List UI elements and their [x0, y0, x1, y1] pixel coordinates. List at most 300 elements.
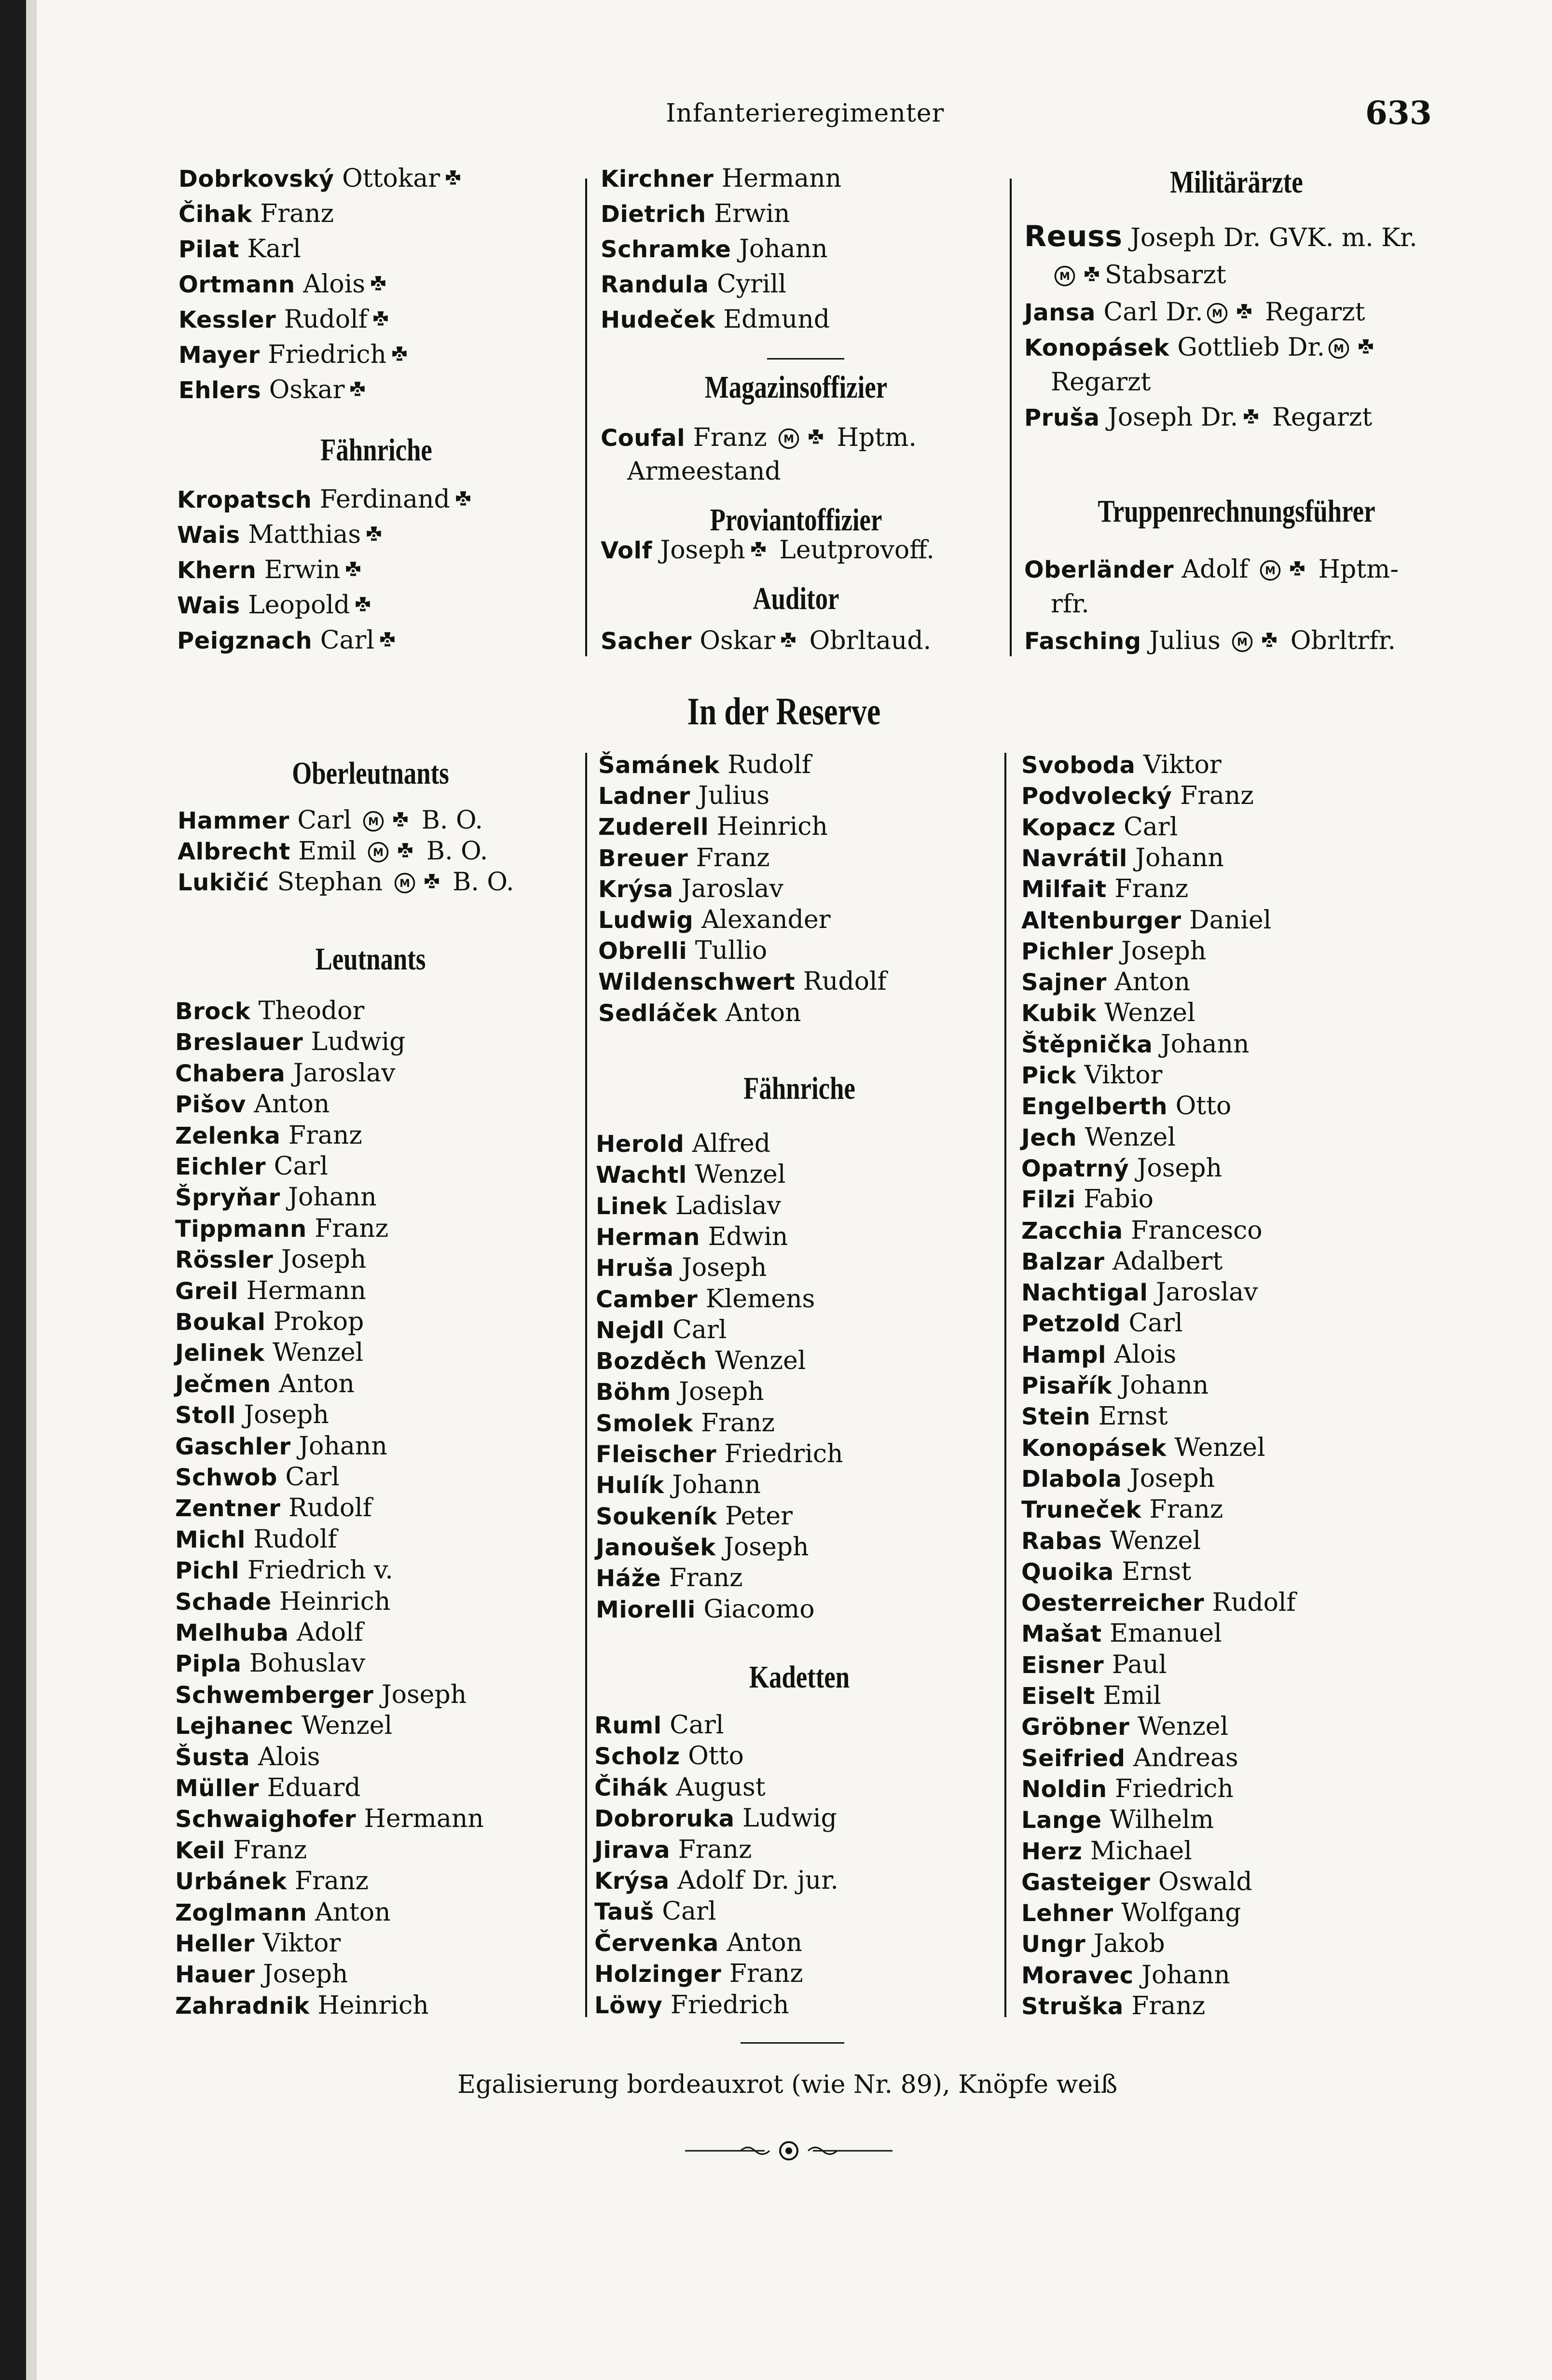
entry-first-name: Franz [678, 1835, 752, 1864]
list-item [175, 1525, 337, 1554]
entry-first-name: Edwin [708, 1222, 788, 1251]
prusa-entry [1024, 403, 1372, 432]
running-head: Infanterieregimenter [666, 99, 945, 128]
list-item [594, 1866, 838, 1896]
fasching-entry [1024, 626, 1396, 656]
entry-last-name: Podvolecký [1021, 783, 1172, 810]
list-item [596, 1346, 806, 1376]
entry-last-name: Pichl [175, 1557, 240, 1585]
entry-last-name: Smolek [596, 1410, 693, 1437]
reserve-heading: In der Reserve [687, 691, 881, 733]
entry-last-name: Zacchia [1021, 1217, 1123, 1245]
entry-first-name: Franz [729, 1959, 803, 1989]
list-item [175, 1463, 340, 1492]
entry-first-name: Johann [1120, 1371, 1209, 1400]
entry-last-name: Nejdl [596, 1316, 665, 1344]
entry-first-name: Eduard [267, 1773, 361, 1802]
merit-cross-icon [364, 526, 384, 546]
merit-cross-icon [343, 561, 363, 581]
entry-first-name: Karl [247, 235, 301, 263]
reuss-entry [1024, 222, 1417, 252]
merit-cross-icon [748, 541, 769, 561]
list-item [596, 1222, 788, 1252]
list-item [175, 1338, 363, 1368]
entry-first-name: Ernst [1098, 1402, 1168, 1431]
entry-first-name: Joseph [281, 1245, 367, 1274]
list-item [598, 844, 770, 873]
section-heading-magazinsoffizier: Magazinsoffizier [704, 370, 888, 405]
entry-first-name: Carl [320, 626, 374, 655]
entry-first-name: Franz [701, 1408, 775, 1438]
list-item [1021, 1216, 1263, 1245]
list-item [175, 1773, 361, 1803]
list-item [594, 1959, 803, 1989]
entry-first-name: Anton [725, 998, 801, 1027]
entry-first-name: Erwin [714, 199, 790, 228]
svg-text:M: M [373, 847, 384, 859]
list-item [179, 305, 394, 334]
list-item [1021, 1681, 1161, 1711]
entry-first-name: Oswald [1158, 1867, 1252, 1896]
ornament-divider-icon [683, 2139, 895, 2163]
entry-last-name: Rabas [1021, 1527, 1102, 1555]
entry-last-name: Miorelli [596, 1596, 696, 1623]
entry-first-name: Otto [688, 1742, 744, 1771]
svg-text:M: M [368, 816, 379, 829]
entry-last-name: Engelberth [1021, 1093, 1168, 1121]
entry-first-name: Peter [725, 1501, 793, 1531]
entry-last-name: Šamánek [598, 752, 720, 779]
entry-last-name: Špryňar [175, 1184, 280, 1212]
entry-first-name: Anton [1114, 968, 1191, 997]
entry-first-name: Julius [698, 781, 770, 811]
entry-last-name: Greil [175, 1277, 239, 1305]
entry-first-name: Ludwig [311, 1027, 406, 1057]
column-rule-top-2 [1010, 179, 1012, 656]
entry-first-name: Anton [727, 1928, 803, 1957]
list-item [1021, 1092, 1231, 1121]
entry-first-name: Fabio [1084, 1185, 1154, 1214]
list-item [601, 305, 830, 334]
entry-last-name: Heller [175, 1930, 255, 1957]
merit-cross-icon [368, 275, 388, 295]
entry-last-name: Peigznach [177, 627, 313, 654]
entry-first-name: Franz [1131, 1992, 1206, 2020]
list-item [596, 1285, 815, 1314]
entry-last-name: Ehlers [179, 377, 261, 404]
entry-first-name: Rudolf [288, 1494, 372, 1523]
list-item [601, 235, 828, 264]
entry-last-name: Kopacz [1021, 814, 1116, 841]
list-item [1021, 1061, 1162, 1090]
scan-book-edge [0, 0, 26, 2380]
list-item [1021, 1774, 1234, 1804]
entry-last-name: Hudeček [601, 306, 715, 333]
list-item [594, 1928, 802, 1958]
list-item [1021, 1309, 1183, 1338]
entry-first-name: Stephan [277, 868, 383, 897]
entry-first-name: Joseph [1137, 1153, 1222, 1183]
magazin-entry-line2: Armeestand [627, 457, 781, 486]
entry-last-name: Dietrich [601, 201, 706, 228]
list-item [601, 199, 790, 229]
list-item [1021, 1712, 1228, 1742]
list-item [594, 1835, 752, 1865]
entry-first-name: Oskar [700, 626, 776, 655]
entry-first-name: Giacomo [703, 1594, 815, 1624]
list-item [1021, 1992, 1205, 2021]
list-item [177, 485, 476, 514]
entry-first-name: Anton [254, 1090, 330, 1119]
list-item [598, 874, 783, 904]
list-item [175, 1836, 307, 1865]
list-item [596, 1502, 793, 1531]
entry-last-name: Petzold [1021, 1310, 1121, 1338]
entry-last-name: Oberländer [1024, 556, 1174, 583]
entry-first-name: Ferdinand [319, 485, 450, 514]
entry-last-name: Červenka [594, 1929, 719, 1957]
list-item [179, 235, 301, 264]
entry-last-name: Müller [175, 1775, 260, 1802]
entry-last-name: Sacher [601, 628, 692, 655]
section-heading-leutnants: Leutnants [315, 941, 426, 977]
entry-last-name: Herold [596, 1131, 685, 1158]
list-item [1021, 1371, 1209, 1400]
entry-suffix: B. O. [426, 837, 488, 866]
reuss-entry-line2 [1051, 261, 1226, 290]
entry-last-name: Noldin [1021, 1775, 1107, 1803]
entry-last-name: Eisner [1021, 1651, 1104, 1679]
entry-first-name: Joseph [660, 536, 745, 565]
section-rule [767, 358, 844, 360]
entry-first-name: Franz [295, 1867, 369, 1896]
entry-first-name: Friedrich [724, 1439, 843, 1468]
entry-first-name: Emil [1103, 1681, 1161, 1710]
merit-cross-icon [1234, 303, 1254, 323]
entry-last-name: Wais [177, 522, 240, 549]
entry-last-name: Eichler [175, 1153, 266, 1180]
entry-last-name: Zelenka [175, 1122, 281, 1149]
entry-first-name: Paul [1112, 1650, 1167, 1679]
entry-first-name: Adalbert [1112, 1246, 1223, 1276]
list-item [1021, 1868, 1252, 1897]
list-item [175, 1991, 429, 2020]
entry-last-name: Schade [175, 1588, 272, 1616]
entry-rank: Regarzt [1265, 298, 1365, 327]
entry-first-name: Tullio [695, 936, 768, 966]
list-item [1021, 1898, 1241, 1928]
entry-last-name: Chabera [175, 1060, 286, 1087]
list-item [1021, 1619, 1222, 1648]
entry-first-name: Wenzel [1137, 1712, 1229, 1742]
entry-first-name: Alois [1114, 1340, 1177, 1369]
list-item [596, 1409, 775, 1438]
m-medal-icon [394, 872, 416, 894]
entry-first-name: Johann [288, 1183, 377, 1212]
list-item [175, 1370, 355, 1399]
entry-first-name: Bohuslav [249, 1649, 366, 1678]
entry-last-name: Gasteiger [1021, 1868, 1151, 1896]
svg-text:M: M [1059, 271, 1070, 283]
list-item [175, 1898, 391, 1927]
entry-last-name: Sajner [1021, 969, 1107, 996]
entry-first-name: Carl [670, 1711, 724, 1740]
entry-first-name: Wenzel [273, 1338, 364, 1368]
merit-cross-icon [778, 632, 798, 652]
entry-first-name: Johann [672, 1470, 761, 1500]
entry-first-name: Carl [297, 806, 352, 835]
merit-cross-icon [1241, 408, 1261, 429]
entry-first-name: Carl [285, 1463, 340, 1492]
entry-last-name: Albrecht [178, 838, 290, 865]
list-item [598, 781, 769, 811]
entry-last-name: Zuderell [598, 814, 709, 841]
merit-cross-icon [1356, 338, 1376, 359]
list-item [175, 1152, 328, 1181]
entry-rank: Stabsarzt [1105, 261, 1226, 290]
m-medal-icon [1328, 337, 1350, 360]
list-item [598, 967, 887, 996]
list-item [178, 868, 514, 897]
list-item [1021, 1154, 1222, 1183]
column-rule-top-1 [585, 179, 587, 656]
entry-last-name: Zoglmann [175, 1899, 307, 1926]
entry-last-name: Breslauer [175, 1029, 303, 1056]
entry-last-name: Scholz [594, 1743, 680, 1771]
entry-first-name: Andreas [1133, 1743, 1238, 1772]
entry-first-name: Carl [274, 1152, 328, 1181]
list-item [1021, 1929, 1165, 1959]
list-item [177, 520, 387, 550]
list-item [175, 1867, 369, 1896]
m-medal-icon [362, 810, 385, 832]
scan-page-edge [26, 0, 37, 2380]
entry-first-name: Emil [298, 837, 357, 866]
list-item [175, 1680, 467, 1710]
entry-last-name: Randula [601, 271, 709, 298]
entry-last-name: Stoll [175, 1402, 236, 1429]
list-item [596, 1470, 761, 1500]
entry-last-name: Pichler [1021, 938, 1113, 965]
list-item [596, 1253, 767, 1283]
list-item [177, 591, 376, 620]
konopasek-entry-line2: Regarzt [1051, 368, 1151, 397]
entry-rank: Obrltaud. [809, 626, 932, 655]
entry-last-name: Keil [175, 1837, 225, 1864]
entry-last-name: Ječmen [175, 1370, 271, 1398]
column-rule-bottom-1 [585, 753, 587, 2017]
list-item [598, 905, 831, 935]
list-item [596, 1533, 809, 1562]
entry-first-name: Carl [1103, 298, 1158, 327]
entry-first-name: Joseph [1121, 936, 1207, 966]
list-item [179, 375, 371, 405]
entry-last-name: Moravec [1021, 1962, 1134, 1989]
entry-first-name: Julius [1149, 626, 1221, 655]
entry-last-name: Herz [1021, 1838, 1083, 1865]
entry-first-name: Heinrich [716, 812, 828, 842]
merit-cross-icon [371, 310, 391, 331]
svg-text:M: M [783, 433, 794, 446]
entry-last-name: Navrátil [1021, 844, 1127, 872]
entry-first-name: Friedrich [670, 1990, 789, 2020]
entry-first-name: Joseph [679, 1377, 764, 1407]
list-item [601, 164, 841, 194]
entry-last-name: Konopásek [1024, 334, 1169, 361]
list-item [598, 812, 828, 842]
entry-last-name: Seifried [1021, 1744, 1126, 1772]
section-heading-faehnriche-reserve: Fähnriche [743, 1071, 855, 1106]
entry-last-name: Kropatsch [177, 486, 312, 513]
entry-first-name: Franz [288, 1121, 362, 1150]
list-item [594, 1711, 724, 1740]
entry-first-name: Otto [1175, 1092, 1232, 1121]
list-item [1021, 1030, 1249, 1059]
entry-first-name: Wilhelm [1110, 1805, 1214, 1835]
list-item [175, 1804, 484, 1834]
merit-cross-icon [453, 490, 473, 511]
entry-title: Dr. [1166, 298, 1203, 327]
list-item [594, 1773, 766, 1802]
entry-first-name: Johann [739, 235, 828, 263]
list-item [175, 1307, 364, 1337]
merit-cross-icon [377, 631, 398, 651]
entry-last-name: Herman [596, 1223, 700, 1251]
entry-last-name: Hruša [596, 1255, 674, 1282]
entry-first-name: Emanuel [1110, 1619, 1222, 1648]
list-item [1021, 1805, 1214, 1835]
entry-first-name: Rudolf [728, 750, 811, 779]
entry-first-name: Francesco [1131, 1216, 1263, 1245]
list-item [596, 1564, 742, 1593]
list-item [598, 750, 811, 780]
list-item [175, 1214, 388, 1244]
entry-first-name: Theodor [258, 996, 365, 1025]
svg-text:M: M [1265, 565, 1276, 578]
entry-first-name: Hermann [246, 1276, 366, 1305]
entry-last-name: Hulík [596, 1472, 664, 1499]
entry-first-name: Adolf Dr. jur. [677, 1866, 838, 1895]
entry-first-name: Adolf [1181, 555, 1249, 584]
entry-last-name: Rössler [175, 1246, 274, 1274]
list-item [175, 1400, 329, 1430]
entry-last-name: Wildenschwert [598, 969, 796, 996]
entry-last-name: Mayer [179, 342, 260, 369]
list-item [1021, 1526, 1201, 1556]
list-item [1021, 1495, 1223, 1524]
entry-last-name: Camber [596, 1286, 698, 1313]
entry-rank: Regarzt [1272, 403, 1373, 432]
entry-first-name: Wenzel [715, 1346, 806, 1376]
entry-last-name: Jirava [594, 1836, 671, 1864]
entry-first-name: Alfred [692, 1129, 771, 1158]
entry-last-name: Filzi [1021, 1186, 1076, 1214]
entry-first-name: Adolf [296, 1618, 363, 1647]
proviant-entry [601, 536, 934, 565]
entry-last-name: Altenburger [1021, 907, 1181, 934]
entry-title: Dr. [1287, 333, 1325, 362]
m-medal-icon [1231, 631, 1253, 653]
list-item [1021, 1588, 1296, 1618]
auditor-entry [601, 626, 931, 656]
list-item [1021, 844, 1224, 873]
m-medal-icon [1206, 302, 1228, 324]
m-medal-icon [778, 428, 800, 450]
entry-last-name: Struška [1021, 1993, 1124, 2020]
entry-first-name: Joseph [381, 1680, 467, 1709]
list-item [594, 1742, 744, 1771]
entry-last-name: Obrelli [598, 938, 687, 965]
entry-first-name: Rudolf [803, 967, 887, 996]
list-item [1021, 1961, 1230, 1990]
entry-first-name: Johann [1160, 1029, 1250, 1059]
list-item [178, 837, 488, 866]
entry-last-name: Kirchner [601, 166, 714, 193]
entry-first-name: Jakob [1093, 1929, 1165, 1959]
m-medal-icon [1259, 559, 1281, 581]
entry-first-name: Heinrich [317, 1991, 429, 2020]
list-item [175, 1711, 392, 1741]
footer-note: Egalisierung bordeauxrot (wie Nr. 89), Knöpfe weiß [457, 2070, 1118, 2099]
entry-first-name: Ladislav [675, 1191, 781, 1220]
list-item [175, 1183, 377, 1212]
entry-first-name: Anton [279, 1369, 355, 1398]
list-item [1021, 1278, 1258, 1307]
merit-cross-icon [1082, 266, 1102, 286]
list-item [177, 626, 400, 655]
entry-first-name: Daniel [1189, 905, 1272, 935]
entry-last-name: Čihák [594, 1774, 668, 1801]
entry-last-name: Tippmann [175, 1215, 307, 1243]
list-item [1021, 1433, 1265, 1463]
entry-last-name: Jelinek [175, 1340, 265, 1367]
entry-last-name: Schwaighofer [175, 1806, 356, 1833]
entry-last-name: Lejhanec [175, 1713, 294, 1740]
entry-last-name: Truneček [1021, 1496, 1141, 1524]
entry-first-name: Ottokar [342, 164, 440, 193]
entry-last-name: Wais [177, 592, 240, 619]
svg-text:M: M [1333, 343, 1345, 356]
entry-first-name: Cyrill [716, 270, 786, 299]
oberlaender-entry [1024, 555, 1399, 584]
entry-first-name: Klemens [705, 1284, 815, 1314]
entry-last-name: Hampl [1021, 1341, 1106, 1369]
section-heading-kadetten: Kadetten [749, 1660, 850, 1695]
entry-last-name: Schwemberger [175, 1681, 374, 1709]
entry-first-name: Viktor [1143, 750, 1222, 779]
list-item [175, 1618, 363, 1647]
entry-last-name: Lange [1021, 1807, 1102, 1834]
section-heading-auditor: Auditor [753, 581, 839, 616]
entry-last-name: Oesterreicher [1021, 1590, 1205, 1617]
entry-last-name: Opatrný [1021, 1155, 1129, 1182]
entry-first-name: Viktor [1084, 1061, 1163, 1090]
entry-first-name: Wenzel [1104, 998, 1195, 1028]
section-heading-truppenrechnungsfuehrer: Truppenrechnungsführer [1098, 494, 1375, 529]
entry-last-name: Krýsa [594, 1868, 670, 1895]
entry-first-name: Johann [299, 1431, 387, 1461]
entry-first-name: Franz [1180, 781, 1254, 811]
entry-last-name: Kubik [1021, 1000, 1097, 1027]
list-item [1021, 968, 1190, 997]
merit-cross-icon [389, 346, 410, 366]
entry-last-name: Wachtl [596, 1162, 687, 1189]
entry-first-name: Carl [1128, 1309, 1183, 1338]
svg-text:M: M [399, 878, 410, 890]
entry-last-name: Gröbner [1021, 1714, 1130, 1741]
entry-last-name: Jansa [1024, 299, 1096, 326]
entry-first-name: Rudolf [284, 305, 368, 334]
